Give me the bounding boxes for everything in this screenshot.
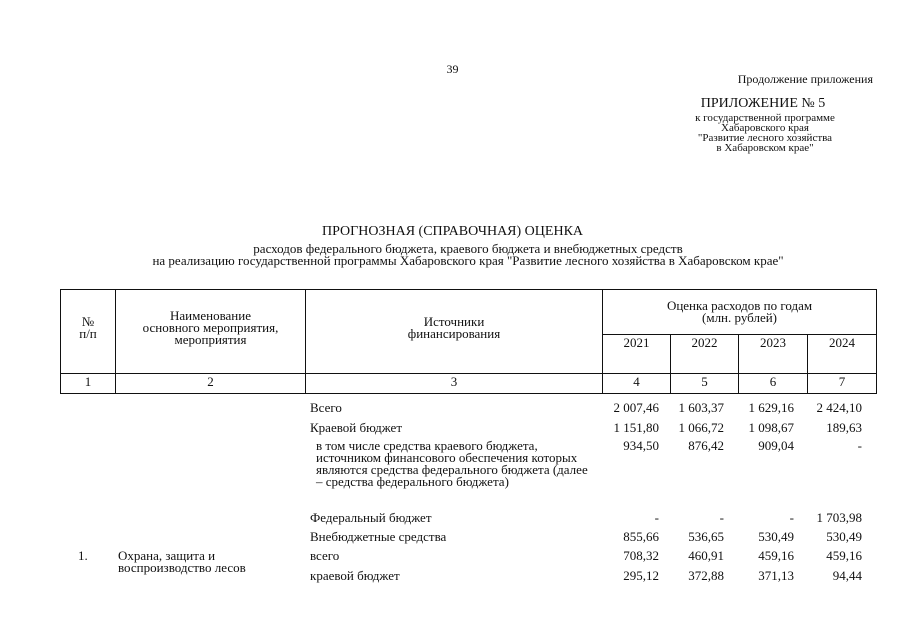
budget-table-header xyxy=(60,289,877,394)
value-cell: 1 629,16 xyxy=(748,400,794,415)
source-cell: Краевой бюджет xyxy=(310,420,403,435)
header-name xyxy=(116,290,306,374)
continuation-note: Продолжение приложения xyxy=(737,72,873,86)
document-subtitle xyxy=(60,243,876,267)
value-cell: 934,50 xyxy=(623,438,659,453)
header-source-text: Источники финансирования xyxy=(407,314,501,341)
col-number: 2 xyxy=(116,374,306,394)
header-source xyxy=(306,290,603,374)
appendix-line: Хабаровского края xyxy=(721,122,809,134)
header-num xyxy=(61,290,116,374)
value-cell: 1 151,80 xyxy=(613,420,659,435)
value-cell: 460,91 xyxy=(688,548,724,563)
col-number: 3 xyxy=(306,374,603,394)
value-cell: 536,65 xyxy=(688,529,724,544)
value-cell: 876,42 xyxy=(688,438,724,453)
col-number: 1 xyxy=(61,374,116,394)
value-cell: 708,32 xyxy=(623,548,659,563)
activity-name: Охрана, защита и воспроизводство лесов xyxy=(118,548,246,575)
header-year: 2024 xyxy=(808,335,877,374)
value-cell: 94,44 xyxy=(832,568,862,583)
header-estimate-text: Оценка расходов по годам (млн. рублей) xyxy=(666,298,813,325)
value-cell: 1 703,98 xyxy=(816,510,862,525)
subtitle-line: расходов федерального бюджета, краевого бюджета и внебюджетных средств xyxy=(253,241,683,256)
header-year: 2022 xyxy=(671,335,739,374)
value-cell: - xyxy=(654,510,659,525)
value-cell: 530,49 xyxy=(826,529,862,544)
col-number: 5 xyxy=(671,374,739,394)
appendix-line: в Хабаровском крае" xyxy=(716,142,814,154)
source-cell: краевой бюджет xyxy=(310,568,400,583)
header-estimate xyxy=(603,290,877,335)
source-cell: в том числе средства краевого бюджета, источником финансового обеспечения которых являются средства федерального бюджета (далее – средства федерального бюджета) xyxy=(316,438,588,489)
appendix-line: "Развитие лесного хозяйства xyxy=(697,132,833,144)
appendix-line: к государственной программе xyxy=(695,112,835,124)
appendix-title: ПРИЛОЖЕНИЕ № 5 xyxy=(700,96,826,111)
header-name-text: Наименование основного мероприятия, мероприятия xyxy=(142,308,279,347)
value-cell: 2 007,46 xyxy=(613,400,659,415)
value-cell: 1 603,37 xyxy=(678,400,724,415)
row-number: 1. xyxy=(78,548,88,563)
value-cell: 855,66 xyxy=(623,529,659,544)
value-cell: 909,04 xyxy=(758,438,794,453)
header-year: 2023 xyxy=(739,335,808,374)
value-cell: 295,12 xyxy=(623,568,659,583)
source-cell: Всего xyxy=(310,400,342,415)
value-cell: 459,16 xyxy=(758,548,794,563)
value-cell: - xyxy=(857,438,862,453)
document-title: ПРОГНОЗНАЯ (СПРАВОЧНАЯ) ОЦЕНКА xyxy=(321,224,584,239)
col-number: 7 xyxy=(808,374,877,394)
col-number: 6 xyxy=(739,374,808,394)
header-year: 2021 xyxy=(603,335,671,374)
value-cell: 1 066,72 xyxy=(678,420,724,435)
page-number: 39 xyxy=(446,62,459,76)
value-cell: 371,13 xyxy=(758,568,794,583)
source-cell: Внебюджетные средства xyxy=(310,529,447,544)
value-cell: - xyxy=(719,510,724,525)
value-cell: - xyxy=(789,510,794,525)
value-cell: 2 424,10 xyxy=(816,400,862,415)
value-cell: 1 098,67 xyxy=(748,420,794,435)
appendix-reference xyxy=(655,113,875,153)
value-cell: 189,63 xyxy=(826,420,862,435)
value-cell: 530,49 xyxy=(758,529,794,544)
header-num-text: № п/п xyxy=(79,314,97,341)
value-cell: 372,88 xyxy=(688,568,724,583)
value-cell: 459,16 xyxy=(826,548,862,563)
source-cell: всего xyxy=(310,548,340,563)
col-number: 4 xyxy=(603,374,671,394)
subtitle-line: на реализацию государственной программы Хабаровского края "Развитие лесного хозяйства в Хабаровском крае" xyxy=(152,253,784,268)
source-cell: Федеральный бюджет xyxy=(310,510,432,525)
